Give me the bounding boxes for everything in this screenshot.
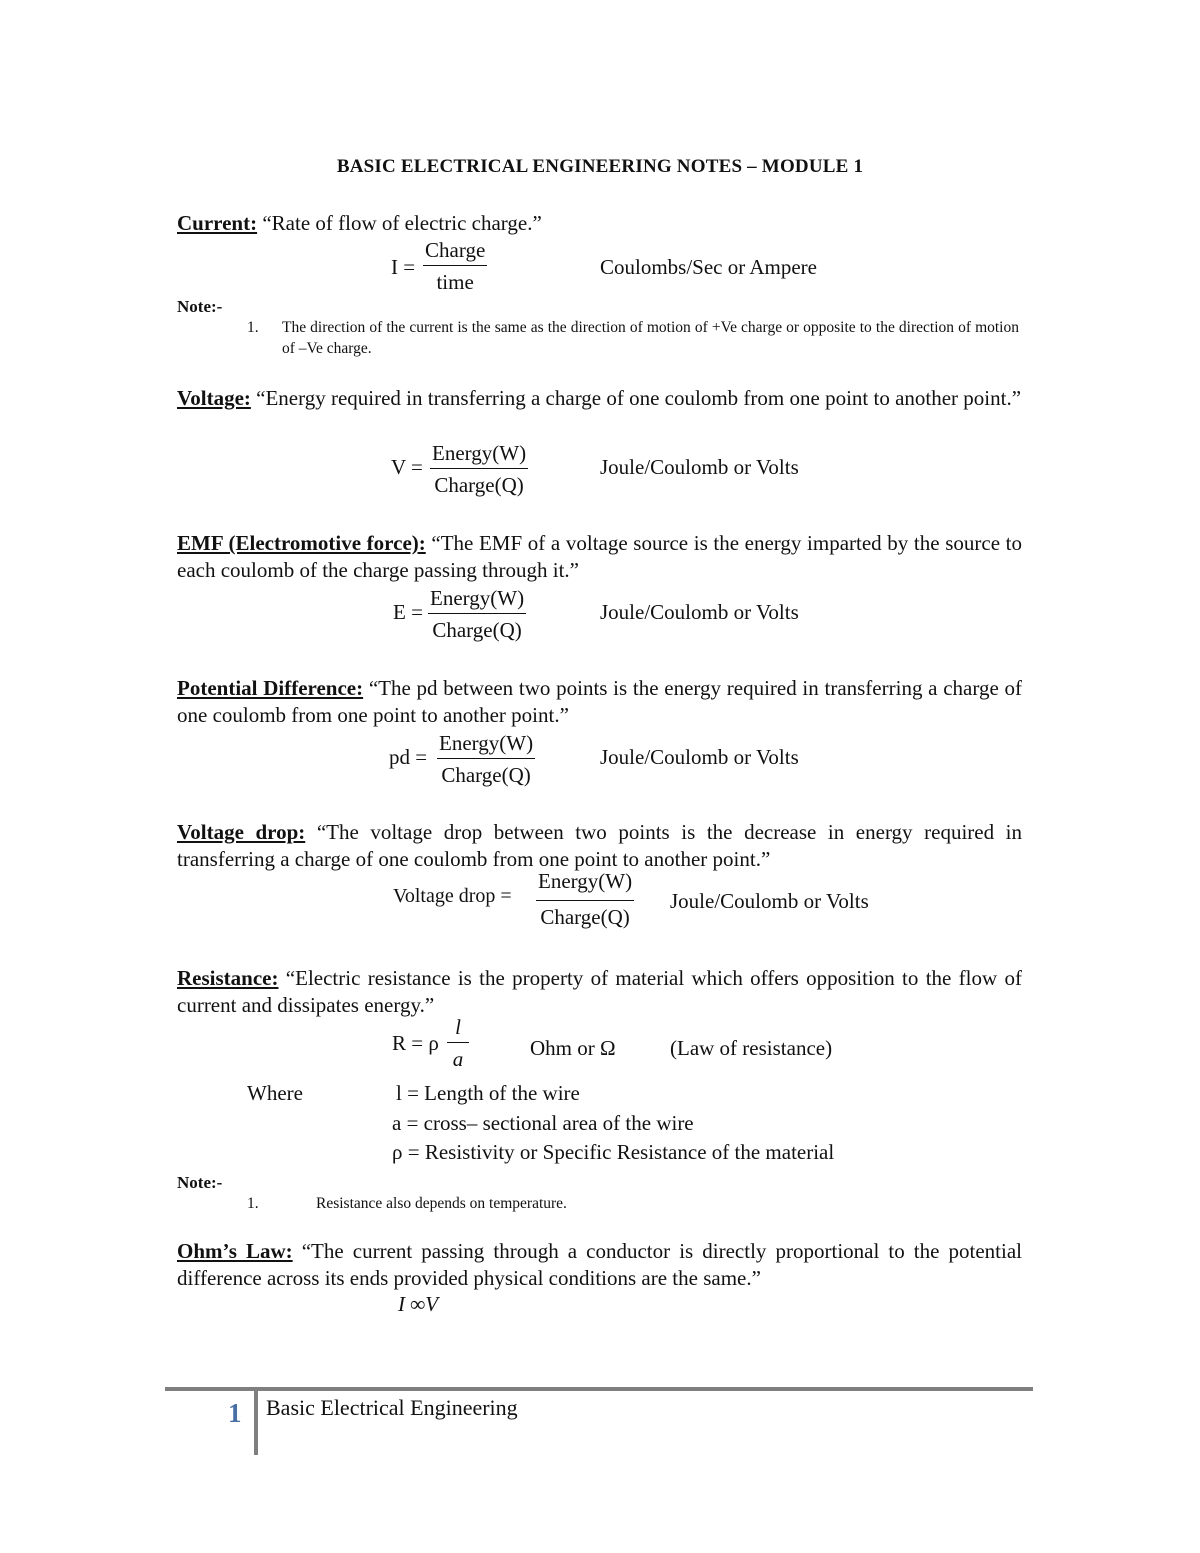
current-note-number: 1. bbox=[247, 319, 259, 336]
resistance-definition bbox=[177, 965, 1022, 1019]
vdrop-denominator: Charge(Q) bbox=[540, 905, 630, 929]
resistance-fraction bbox=[447, 1015, 469, 1072]
resistance-def-text: “Electric resistance is the property of material which offers opposition to the flow of current and dissipates energy.” bbox=[177, 966, 1022, 1017]
vdrop-eq-lhs: Voltage drop = bbox=[393, 885, 512, 907]
vdrop-def-text: “The voltage drop between two points is the decrease in energy required in transferring a charge of one coulomb from one point to another point.” bbox=[177, 820, 1022, 871]
current-note-label: Note:- bbox=[177, 297, 223, 316]
pd-heading: Potential Difference: bbox=[177, 676, 364, 700]
pd-eq-lhs: pd = bbox=[389, 745, 428, 769]
voltage-definition bbox=[177, 385, 1022, 412]
ohm-formula: I ∞V bbox=[398, 1292, 439, 1316]
page-number: 1 bbox=[228, 1398, 242, 1428]
pd-denominator: Charge(Q) bbox=[441, 763, 531, 787]
emf-eq-lhs: E = bbox=[393, 600, 423, 624]
emf-numerator: Energy(W) bbox=[428, 586, 526, 614]
resistance-where-resistivity: ρ = Resistivity or Specific Resistance of the material bbox=[392, 1140, 835, 1164]
resistance-where-length: l = Length of the wire bbox=[396, 1081, 580, 1105]
voltage-fraction bbox=[430, 441, 528, 498]
resistance-eq-lhs: R = ρ bbox=[392, 1031, 439, 1055]
resistance-denominator: a bbox=[452, 1047, 464, 1071]
resistance-note-number: 1. bbox=[247, 1195, 259, 1212]
voltage-def-text: “Energy required in transferring a charge of one coulomb from one point to another point.” bbox=[250, 386, 1022, 410]
resistance-where: Where bbox=[247, 1081, 303, 1105]
current-def-text: “Rate of flow of electric charge.” bbox=[257, 211, 542, 235]
resistance-heading: Resistance: bbox=[177, 966, 279, 990]
resistance-unit: Ohm or Ω bbox=[530, 1036, 616, 1060]
emf-unit: Joule/Coulomb or Volts bbox=[600, 600, 799, 624]
emf-denominator: Charge(Q) bbox=[432, 618, 522, 642]
emf-def-text: “The EMF of a voltage source is the energy imparted by the source to each coulomb of the charge passing through it.” bbox=[177, 531, 1022, 582]
current-heading: Current: bbox=[177, 211, 258, 235]
current-definition bbox=[177, 210, 1022, 237]
resistance-where-area: a = cross– sectional area of the wire bbox=[392, 1111, 694, 1135]
resistance-note-label: Note:- bbox=[177, 1173, 223, 1192]
emf-definition bbox=[177, 530, 1022, 584]
pd-def-text: “The pd between two points is the energy required in transferring a charge of one coulomb from one point to another point.” bbox=[177, 676, 1022, 727]
footer-text: Basic Electrical Engineering bbox=[266, 1395, 518, 1420]
pd-unit: Joule/Coulomb or Volts bbox=[600, 745, 799, 769]
resistance-numerator: l bbox=[447, 1015, 469, 1043]
vdrop-heading: Voltage drop: bbox=[177, 820, 306, 844]
resistance-note-text: Resistance also depends on temperature. bbox=[316, 1195, 567, 1212]
vdrop-unit: Joule/Coulomb or Volts bbox=[670, 889, 869, 913]
current-denominator: time bbox=[436, 270, 474, 294]
voltage-denominator: Charge(Q) bbox=[434, 473, 524, 497]
ohm-heading: Ohm’s Law: bbox=[177, 1239, 293, 1263]
pd-definition bbox=[177, 675, 1022, 729]
current-eq-lhs: I = bbox=[391, 255, 416, 279]
voltage-numerator: Energy(W) bbox=[430, 441, 528, 469]
current-fraction bbox=[423, 238, 487, 295]
current-numerator: Charge bbox=[423, 238, 487, 266]
emf-heading: EMF (Electromotive force): bbox=[177, 531, 426, 555]
voltage-unit: Joule/Coulomb or Volts bbox=[600, 455, 799, 479]
vdrop-numerator: Energy(W) bbox=[536, 869, 634, 901]
resistance-law: (Law of resistance) bbox=[670, 1036, 833, 1060]
pd-numerator: Energy(W) bbox=[437, 731, 535, 759]
footer-divider bbox=[254, 1387, 258, 1455]
voltage-heading: Voltage: bbox=[177, 386, 251, 410]
vdrop-definition bbox=[177, 819, 1022, 873]
current-note-text: The direction of the current is the same as the direction of motion of +Ve charge or opposite to the direction of motion of –Ve charge. bbox=[282, 319, 1019, 357]
vdrop-fraction bbox=[536, 869, 634, 930]
pd-fraction bbox=[437, 731, 535, 788]
ohm-def-text: “The current passing through a conductor is directly proportional to the potential difference across its ends provided physical conditions are the same.” bbox=[177, 1239, 1022, 1290]
voltage-eq-lhs: V = bbox=[391, 455, 423, 479]
footer-rule bbox=[165, 1387, 1033, 1391]
document-title: BASIC ELECTRICAL ENGINEERING NOTES – MODULE 1 bbox=[336, 156, 864, 177]
ohm-definition bbox=[177, 1238, 1022, 1292]
current-unit: Coulombs/Sec or Ampere bbox=[600, 255, 817, 279]
emf-fraction bbox=[428, 586, 526, 643]
